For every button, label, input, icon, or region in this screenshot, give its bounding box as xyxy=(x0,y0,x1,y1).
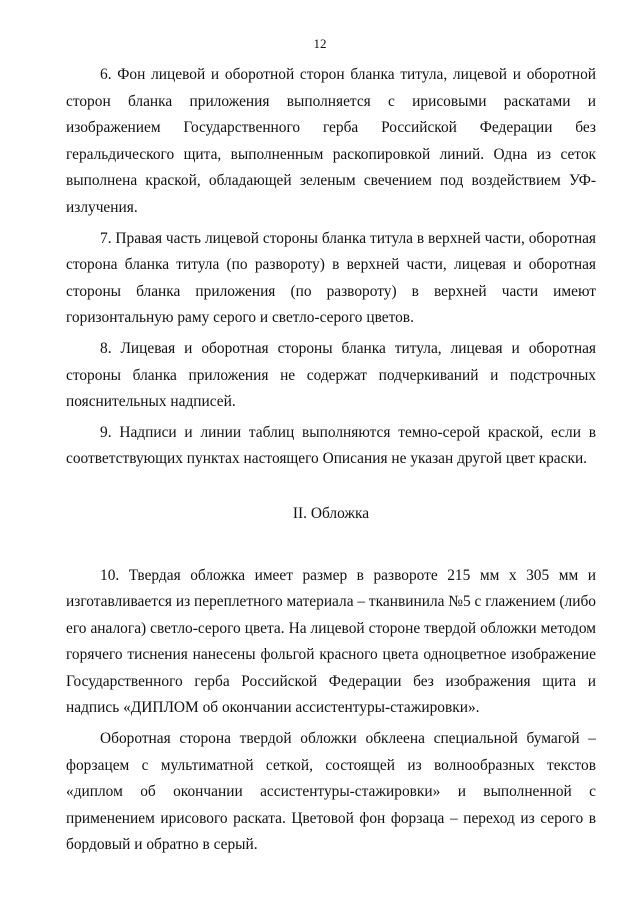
paragraph-7: 7. Правая часть лицевой стороны бланка титула в верхней части, оборотная сторона бланка титула (по развороту) в верхней части, лицевая и оборотная стороны бланка приложения (по развороту) в верхней части имеют горизонтальную раму серого и светло-серого цветов. xyxy=(66,229,596,327)
section-heading: II. Обложка xyxy=(292,504,370,522)
paragraph-6: 6. Фон лицевой и оборотной сторон бланка титула, лицевой и оборотной сторон бланка приложения выполняется с ирисовыми раскатами и изображением Государственного герба Российской Федерации без геральдического щита, выполненным раскопировкой линий. Одна из сеток выполнена краской, обладающей зеленым свечением под воздействием УФ-излучения. xyxy=(66,66,596,216)
paragraph-8: 8. Лицевая и оборотная стороны бланка титула, лицевая и оборотная стороны бланка приложения не содержат подчеркиваний и подстрочных пояснительных надписей. xyxy=(66,339,596,411)
paragraph-10: 10. Твердая обложка имеет размер в развороте 215 мм x 305 мм и изготавливается из переплетного материала – тканвинила №5 с глажением (либо его аналога) светло-серого цвета. На лицевой стороне твердой обложки методом горячего тиснения нанесены фольгой красного цвета одноцветное изображение Государственного герба Российской Федерации без изображения щита и надпись «ДИПЛОМ об окончании ассистентуры-стажировки». xyxy=(66,566,596,717)
paragraph-9: 9. Надписи и линии таблиц выполняются темно-серой краской, если в соответствующих пунктах настоящего Описания не указан другой цвет краски. xyxy=(66,423,596,468)
paragraph-back-cover: Оборотная сторона твердой обложки обклеена специальной бумагой – форзацем с мультиматной сеткой, состоящей из волнообразных текстов «диплом об окончании ассистентуры-стажировки» и выполненной с применением ирисового раската. Цветовой фон форзаца – переход из серого в бордовый и обратно в серый. xyxy=(66,730,596,854)
page-number: 12 xyxy=(313,36,327,51)
document-body xyxy=(66,62,596,863)
